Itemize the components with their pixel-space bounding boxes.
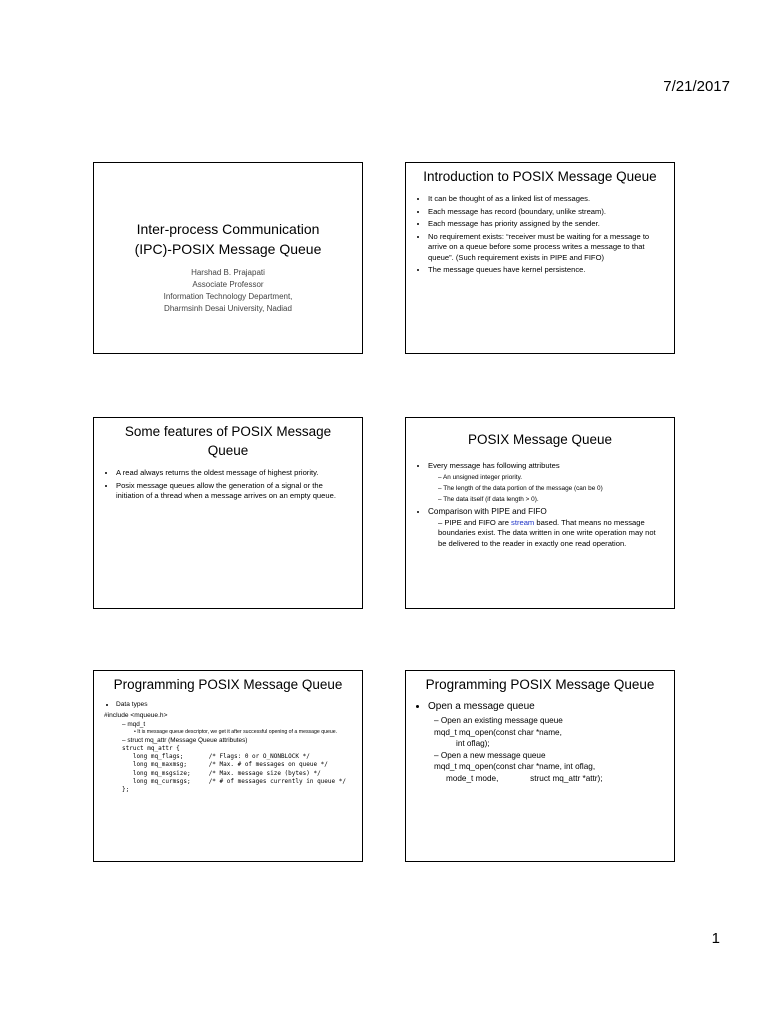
open-new-code-1: mqd_t mq_open(const char *name, int oflag, xyxy=(434,762,596,771)
sub-text: Open an existing message queue xyxy=(440,716,563,725)
list-item: • Each message has record (boundary, unlike stream). xyxy=(428,207,664,218)
text-segment: based. That means no message boundaries exist. The data written in one write operation may not be delivered to the reader in exactly one read operation. xyxy=(438,517,656,548)
mqd-label: mqd_t xyxy=(127,721,146,728)
open-new-label: – Open a new message queue xyxy=(434,750,546,760)
mqd-description: • It is message queue descriptor, we get it after successful opening of a message queue. xyxy=(134,729,338,735)
list-item xyxy=(428,461,664,504)
sub-list-item: – An unsigned integer priority. xyxy=(438,473,664,482)
list-item: • Open a message queue xyxy=(428,700,664,713)
list-item: • It can be thought of as a linked list of messages. xyxy=(428,194,664,205)
list-item: • The message queues have kernel persistence. xyxy=(428,265,664,276)
slide-1-title-line-1: Inter-process Communication xyxy=(136,221,320,237)
slide-4-title: POSIX Message Queue xyxy=(467,432,613,447)
bullet-text: Every message has following attributes xyxy=(428,461,560,470)
slide-2-title: Introduction to POSIX Message Queue xyxy=(423,169,657,184)
open-existing-code-1: mqd_t mq_open(const char *name, xyxy=(434,727,562,737)
attribute-sublist xyxy=(428,473,664,504)
slide-5 xyxy=(93,670,363,862)
author-university: Dharmsinh Desai University, Nadiad xyxy=(164,304,292,313)
sub-list-item: – The length of the data portion of the message (can be 0) xyxy=(438,484,664,493)
slide-2 xyxy=(405,162,675,354)
page-number: 1 xyxy=(711,930,720,947)
open-existing-code-2: int oflag); xyxy=(456,739,490,748)
slide-2-bullets xyxy=(416,194,664,276)
bullet-text: Comparison with PIPE and FIFO xyxy=(428,506,547,516)
author-block xyxy=(104,267,352,315)
author-name: Harshad B. Prajapati xyxy=(191,268,265,277)
slide-5-title: Programming POSIX Message Queue xyxy=(113,677,343,692)
slide-4-bullets xyxy=(416,461,664,549)
sub-list-item xyxy=(438,518,664,550)
slide-1-title xyxy=(104,219,352,259)
sub-text: Open a new message queue xyxy=(440,750,546,760)
sub-list-item: – The data itself (if data length > 0). xyxy=(438,495,664,504)
slide-3-title: Some features of POSIX Message Queue xyxy=(124,424,332,458)
slide-3 xyxy=(93,417,363,609)
open-new-code-2: mode_t mode, struct mq_attr *attr); xyxy=(446,773,603,783)
author-role: Associate Professor xyxy=(192,280,264,289)
slide-4 xyxy=(405,417,675,609)
mqd-type: – mqd_t xyxy=(122,721,146,728)
slide-6 xyxy=(405,670,675,862)
text-segment: PIPE and FIFO are xyxy=(444,517,512,527)
page-date: 7/21/2017 xyxy=(663,78,730,95)
author-department: Information Technology Department, xyxy=(163,292,293,301)
slide-1 xyxy=(93,162,363,354)
list-item: • Each message has priority assigned by the sender. xyxy=(428,219,664,230)
mq-attr-code: struct mq_attr { long mq_flags; /* Flags: 0 or O_NONBLOCK */ long mq_maxmsg; /* Max. # of messages on queue */ long mq_msgsize; /* Max. message size (bytes) */ long mq_curmsgs; /* # of messages currently in queue */ }; xyxy=(122,745,346,794)
list-item: • Posix message queues allow the generation of a signal or the initiation of a thread when a message arrives on an empty queue. xyxy=(116,481,352,502)
mqd-desc-text: It is message queue descriptor, we get it after successful opening of a message queue. xyxy=(137,729,338,735)
slide-3-bullets xyxy=(104,468,352,502)
slide-6-bullets xyxy=(416,700,664,713)
list-item: • Data types xyxy=(116,700,352,709)
slide-1-title-line-2: (IPC)-POSIX Message Queue xyxy=(134,241,322,257)
open-existing-label: – Open an existing message queue xyxy=(434,716,563,725)
include-line: #include <mqueue.h> xyxy=(104,712,168,719)
comparison-sublist xyxy=(428,518,664,550)
slide-6-title: Programming POSIX Message Queue xyxy=(425,677,655,692)
list-item: • A read always returns the oldest message of highest priority. xyxy=(116,468,352,479)
slide-5-bullets xyxy=(104,700,352,709)
attr-label: struct mq_attr (Message Queue attributes) xyxy=(127,737,248,744)
list-item: • No requirement exists: “receiver must be waiting for a message to arrive on a queue before some process writes a message to that queue”. (Such requirement exists in PIPE and FIFO) xyxy=(428,232,664,264)
list-item xyxy=(428,506,664,550)
stream-highlight: stream xyxy=(511,517,535,527)
attr-type: – struct mq_attr (Message Queue attributes) xyxy=(122,737,248,744)
